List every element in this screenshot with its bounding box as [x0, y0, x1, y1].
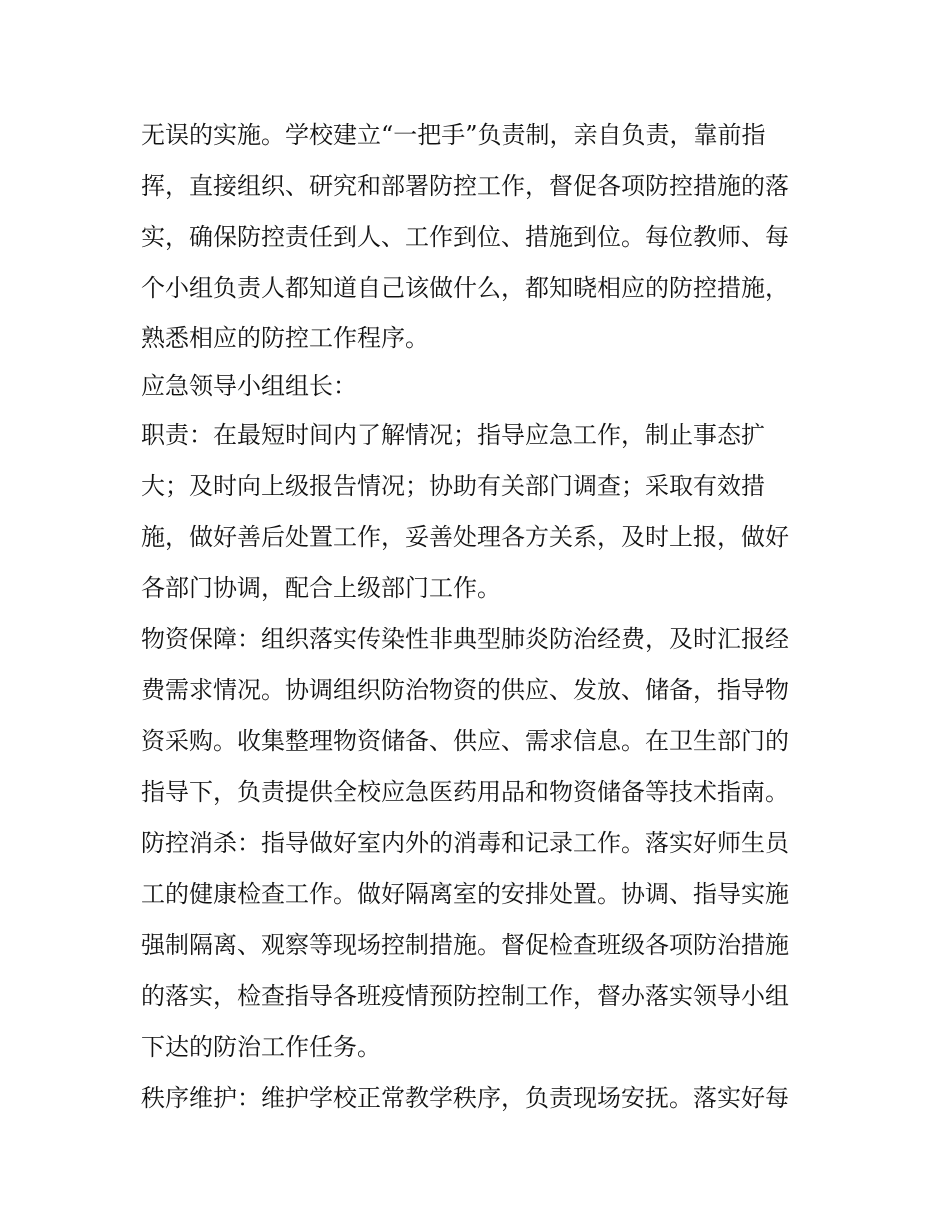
- text-line-16: 工的健康检查工作。做好隔离室的安排处置。协调、指导实施: [141, 880, 789, 908]
- text-line-7: 职责：在最短时间内了解情况；指导应急工作，制止事态扩: [141, 421, 765, 449]
- section-heading-leader: 应急领导小组组长：: [141, 372, 357, 400]
- text-line-19: 下达的防治工作任务。: [141, 1033, 381, 1061]
- text-line-5: 熟悉相应的防控工作程序。: [141, 324, 429, 352]
- text-line-3: 实，确保防控责任到人、工作到位、措施到位。每位教师、每: [141, 223, 789, 251]
- text-line-12: 费需求情况。协调组织防治物资的供应、发放、储备，指导物: [141, 676, 789, 704]
- text-line-1: 无误的实施。学校建立“一把手”负责制，亲自负责，靠前指: [141, 121, 766, 149]
- text-line-11: 物资保障：组织落实传染性非典型肺炎防治经费，及时汇报经: [141, 625, 789, 653]
- text-line-14: 指导下，负责提供全校应急医药用品和物资储备等技术指南。: [141, 778, 789, 806]
- text-line-13: 资采购。收集整理物资储备、供应、需求信息。在卫生部门的: [141, 727, 789, 755]
- text-line-15: 防控消杀：指导做好室内外的消毒和记录工作。落实好师生员: [141, 829, 789, 857]
- document-body: [141, 110, 821, 1124]
- text-line-10: 各部门协调，配合上级部门工作。: [141, 574, 501, 602]
- text-line-20: 秩序维护：维护学校正常教学秩序，负责现场安抚。落实好每: [141, 1084, 789, 1112]
- text-line-8: 大；及时向上级报告情况；协助有关部门调查；采取有效措: [141, 472, 765, 500]
- text-line-9: 施，做好善后处置工作，妥善处理各方关系，及时上报，做好: [141, 523, 789, 551]
- text-line-2: 挥，直接组织、研究和部署防控工作，督促各项防控措施的落: [141, 172, 789, 200]
- text-line-18: 的落实，检查指导各班疫情预防控制工作，督办落实领导小组: [141, 982, 789, 1010]
- text-line-17: 强制隔离、观察等现场控制措施。督促检查班级各项防治措施: [141, 931, 789, 959]
- text-line-4: 个小组负责人都知道自己该做什么，都知晓相应的防控措施，: [141, 274, 789, 302]
